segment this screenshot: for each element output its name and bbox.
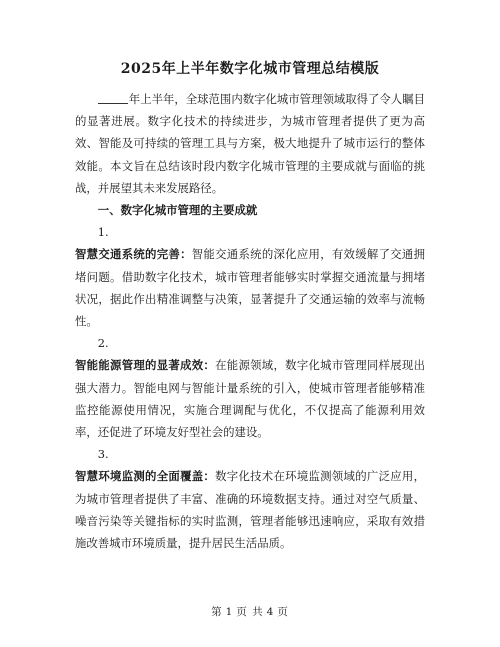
current-page-number: 1 (225, 606, 234, 618)
section-heading: 一、数字化城市管理的主要成就 (97, 203, 258, 218)
item-text: 在能源领域，数字化城市管理同样展现出强大潜力。智能电网与智能计量系统的引入，使城市管理者能够精准监控能源使用情况，实施合理调配与优化，不仅提高了能源利用效率，还促进了环境友好型社会的建设。 (75, 358, 425, 440)
footer-prefix: 第 (211, 606, 223, 618)
item-text: 数字化技术在环境监测领域的广泛应用，为城市管理者提供了丰富、准确的环境数据支持。通过对空气质量、噪音污染等关键指标的实时监测，管理者能够迅速响应，采取有效措施改善城市环境质量，提升居民生活品质。 (75, 469, 425, 551)
item-lead: 智能能源管理的显著成效： (75, 358, 216, 373)
item-lead: 智慧交通系统的完善： (75, 247, 192, 262)
document-body (75, 88, 425, 554)
item-paragraph (75, 354, 425, 443)
item-text: 智能交通系统的深化应用，有效缓解了交通拥堵问题。借助数字化技术，城市管理者能够实时掌握交通流量与拥堵状况，据此作出精准调整与决策，显著提升了交通运输的效率与流畅性。 (75, 247, 425, 329)
document-title: 2025年上半年数字化城市管理总结模版 (120, 61, 380, 77)
intro-text: 年上半年，全球范围内数字化城市管理领域取得了令人瞩目的显著进展。数字化技术的持续进步，为城市管理者提供了更为高效、智能及可持续的管理工具与方案，极大地提升了城市运行的整体效能。本文旨在总结该时段内数字化城市管理的主要成就与面临的挑战，并展望其未来发展路径。 (75, 92, 425, 195)
item-lead: 智慧环境监测的全面覆盖： (75, 469, 216, 484)
item-number: 1. (97, 225, 109, 240)
blank-underline (98, 91, 128, 104)
item-number: 3. (97, 447, 109, 462)
intro-paragraph (75, 88, 425, 199)
item-number: 2. (97, 336, 109, 351)
item-paragraph (75, 243, 425, 332)
footer-middle: 页 共 (236, 606, 264, 618)
total-pages-number: 4 (266, 606, 275, 618)
page-footer (0, 604, 500, 619)
footer-suffix: 页 (277, 606, 289, 618)
item-paragraph (75, 465, 425, 554)
